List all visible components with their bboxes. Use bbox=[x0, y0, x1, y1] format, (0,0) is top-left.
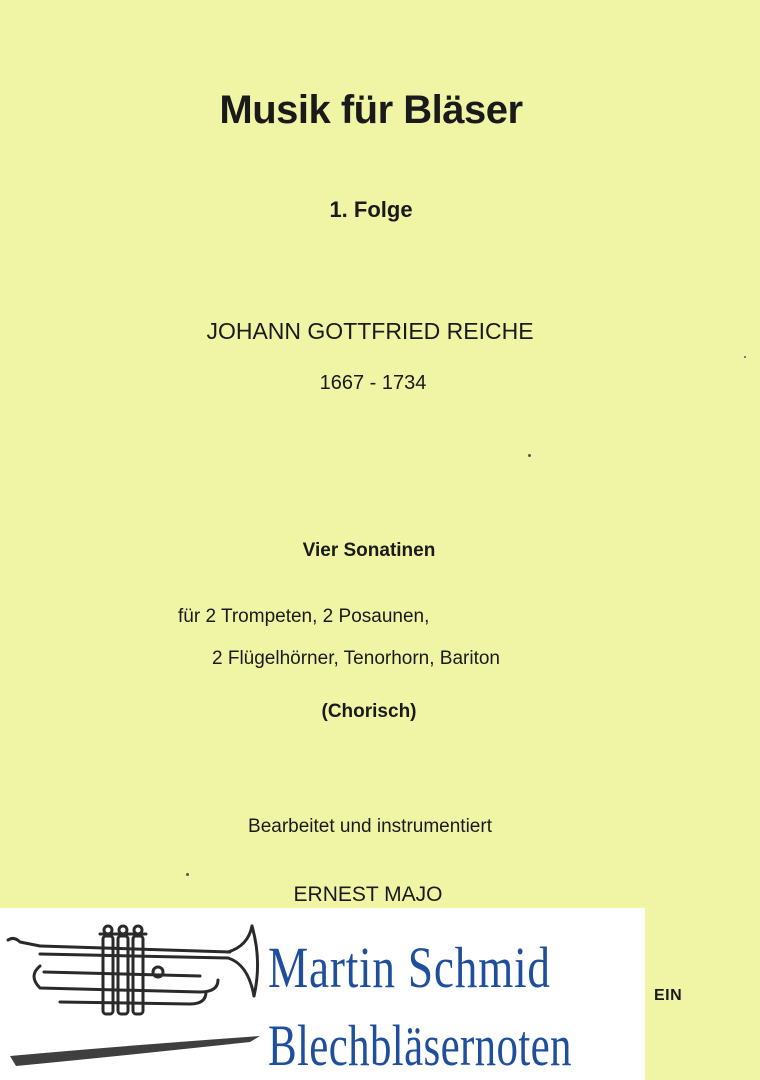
publisher-partial: EIN bbox=[654, 987, 683, 1004]
work-title: Vier Sonatinen bbox=[302, 540, 436, 561]
watermark-line-1: Martin Schmid bbox=[268, 935, 551, 1000]
paper-speck bbox=[186, 873, 189, 876]
watermark-line-2: Blechbläsernoten bbox=[268, 1013, 572, 1078]
series-number: 1. Folge bbox=[329, 197, 413, 222]
scoring-note: (Chorisch) bbox=[321, 701, 417, 722]
instrumentation-line-1: für 2 Trompeten, 2 Posaunen, bbox=[178, 606, 430, 627]
arranger-name: ERNEST MAJO bbox=[293, 883, 443, 906]
composer-name: JOHANN GOTTFRIED REICHE bbox=[206, 318, 534, 344]
instrumentation-line-2: 2 Flügelhörner, Tenorhorn, Bariton bbox=[212, 648, 500, 669]
arrangement-label: Bearbeitet und instrumentiert bbox=[248, 816, 492, 837]
cover-title: Musik für Bläser bbox=[219, 88, 523, 132]
paper-speck bbox=[528, 454, 531, 457]
paper-speck bbox=[744, 356, 746, 358]
trumpet-icon bbox=[0, 906, 300, 1080]
composer-dates: 1667 - 1734 bbox=[319, 372, 427, 394]
